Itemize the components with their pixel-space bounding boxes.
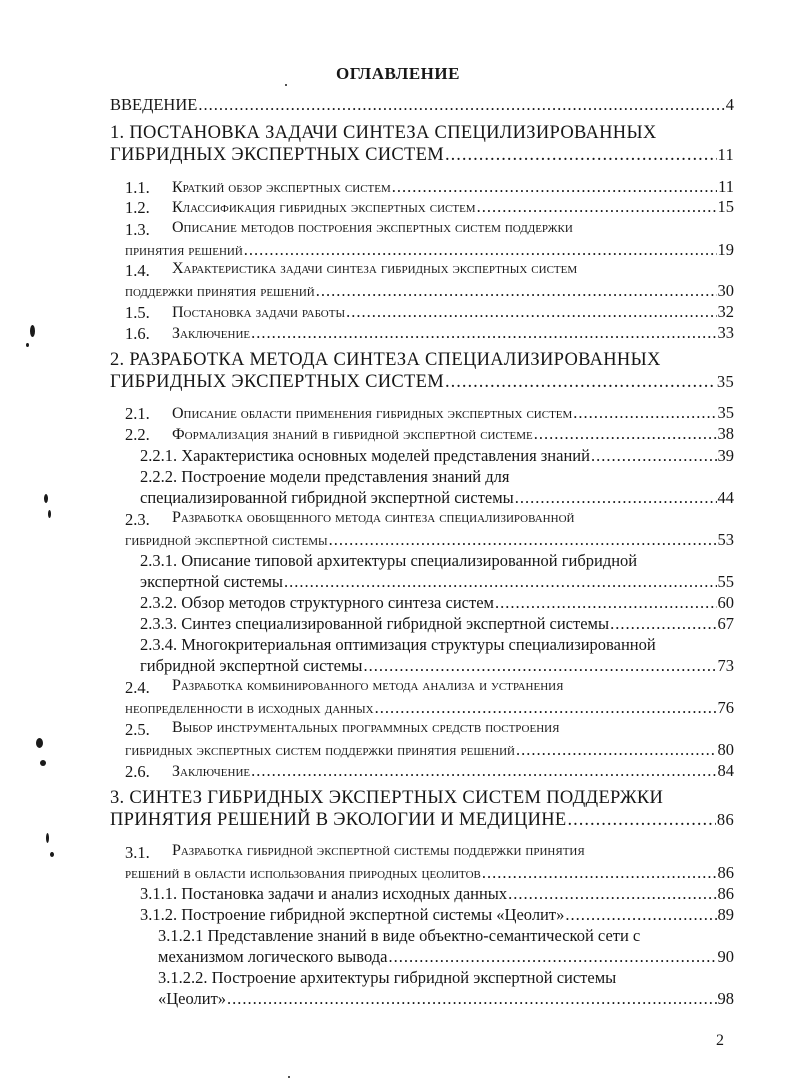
toc-page-number: 60 [717, 593, 734, 612]
toc-entry-title-cont: гибридной экспертной системы [125, 532, 328, 549]
toc-section-number: 2.5. [125, 720, 150, 739]
toc-section-number: 1.3. [125, 220, 150, 239]
page-title: ОГЛАВЛЕНИЕ [336, 64, 460, 83]
toc-entry-title: Разработка обобщенного метода синтеза специализированной [172, 509, 575, 526]
toc-entry-title-cont: специализированной гибридной экспертной системы [140, 488, 514, 507]
toc-page-number: 86 [717, 884, 734, 903]
toc-entry-title-cont: ГИБРИДНЫХ ЭКСПЕРТНЫХ СИСТЕМ [110, 145, 444, 165]
toc-section-number: 3.1. [125, 843, 150, 862]
toc-page-number: 86 [716, 810, 734, 829]
toc-entry-title-cont: ГИБРИДНЫХ ЭКСПЕРТНЫХ СИСТЕМ [110, 372, 444, 392]
toc-page-number: 84 [717, 761, 734, 780]
toc-page-number: 86 [717, 863, 734, 882]
leader-dots [251, 761, 716, 781]
toc-entry-title: Разработка гибридной экспертной системы поддержки принятия [172, 842, 585, 859]
toc-entry-title: 3.1.2. Построение гибридной экспертной системы «Цеолит» [140, 905, 565, 924]
leader-dots [445, 145, 717, 166]
leader-dots [346, 302, 716, 322]
toc-entry-title-cont: поддержки принятия решений [125, 283, 315, 300]
leader-dots [591, 446, 717, 466]
toc-section-number: 1.5. [125, 303, 150, 322]
toc-section-number: 2.2. [125, 425, 150, 444]
leader-dots [534, 424, 717, 444]
toc-entry-title: ВВЕДЕНИЕ [110, 95, 198, 114]
toc-page-number: 19 [717, 240, 734, 259]
leader-dots [482, 863, 717, 883]
toc-entry-title: Заключение [172, 763, 251, 780]
toc-page-number: 89 [717, 905, 734, 924]
leader-dots [375, 698, 717, 718]
toc-section-number: 2.4. [125, 678, 150, 697]
toc-page-number: 11 [718, 177, 734, 196]
toc-entry-title-cont: решений в области использования природных цеолитов [125, 865, 481, 882]
toc-entry-title: Разработка комбинированного метода анализа и устранения [172, 677, 564, 694]
leader-dots [316, 281, 717, 301]
toc-entry-title: 2.3.2. Обзор методов структурного синтеза систем [140, 593, 494, 612]
toc-entry-title: 3. СИНТЕЗ ГИБРИДНЫХ ЭКСПЕРТНЫХ СИСТЕМ ПОДДЕРЖКИ [110, 788, 664, 808]
toc-page-number: 15 [717, 197, 734, 216]
toc-page-number: 32 [717, 302, 734, 321]
toc-entry-title-cont: механизмом логического вывода [158, 947, 388, 966]
toc-section-number: 2.6. [125, 762, 150, 781]
page-number: 2 [716, 1032, 724, 1049]
toc-page-number: 35 [717, 403, 734, 422]
leader-dots [227, 989, 716, 1009]
leader-dots [284, 572, 717, 592]
leader-dots [477, 197, 717, 217]
toc-page-number: 76 [717, 698, 734, 717]
leader-dots [445, 372, 716, 393]
leader-dots [392, 177, 717, 197]
toc-entry-title: Краткий обзор экспертных систем [172, 179, 391, 196]
toc-page-number: 53 [717, 530, 734, 549]
toc-page-number: 98 [717, 989, 734, 1008]
toc-page-number: 4 [725, 95, 734, 114]
toc-section-number: 2.1. [125, 404, 150, 423]
toc-section-number: 2.3. [125, 510, 150, 529]
leader-dots [508, 884, 716, 904]
toc-entry-title: 2.2.1. Характеристика основных моделей представления знаний [140, 446, 590, 465]
toc-entry-title: Заключение [172, 325, 251, 342]
toc-entry-title-cont: принятия решений [125, 242, 243, 259]
toc-page-number: 33 [717, 323, 734, 342]
leader-dots [610, 614, 716, 634]
toc-section-number: 1.2. [125, 198, 150, 217]
toc-entry-title: 3.1.2.1 Представление знаний в виде объектно-семантической сети с [158, 926, 641, 945]
leader-dots [515, 488, 717, 508]
toc-section-number: 1.1. [125, 178, 150, 197]
toc-entry-title: 3.1.2.2. Построение архитектуры гибридной экспертной системы [158, 968, 617, 987]
toc-page-number: 39 [717, 446, 734, 465]
toc-section-number: 1.4. [125, 261, 150, 280]
toc-page-number: 73 [717, 656, 734, 675]
toc-page-number: 55 [717, 572, 734, 591]
toc-page-number: 90 [717, 947, 734, 966]
toc-entry-title: 2.3.4. Многокритериальная оптимизация структуры специализированной [140, 635, 656, 654]
toc-page-number: 80 [717, 740, 734, 759]
toc-entry-title-cont: гибридных экспертных систем поддержки принятия решений [125, 742, 515, 759]
toc-entry-title: 2. РАЗРАБОТКА МЕТОДА СИНТЕЗА СПЕЦИАЛИЗИРОВАННЫХ [110, 350, 661, 370]
toc-entry-title: Характеристика задачи синтеза гибридных экспертных систем [172, 260, 578, 277]
leader-dots [573, 403, 716, 423]
toc-entry-title-cont: неопределенности в исходных данных [125, 700, 374, 717]
toc-page-number: 38 [717, 424, 734, 443]
toc-page-number: 35 [716, 372, 734, 391]
leader-dots [251, 323, 716, 343]
toc-entry-title: Описание методов построения экспертных систем поддержки [172, 219, 573, 236]
toc-entry-title: 2.3.3. Синтез специализированной гибридной экспертной системы [140, 614, 610, 633]
toc-entry-title: Описание области применения гибридных экспертных систем [172, 405, 573, 422]
toc-entry-title: 2.2.2. Построение модели представления знаний для [140, 467, 510, 486]
toc-page-number: 30 [717, 281, 734, 300]
toc-page-number: 67 [717, 614, 734, 633]
leader-dots [329, 530, 717, 550]
leader-dots [198, 95, 724, 115]
leader-dots [516, 740, 717, 760]
toc-entry-title-cont: «Цеолит» [158, 989, 227, 1008]
toc-entry-title: Выбор инструментальных программных средств построения [172, 719, 560, 736]
toc-entry-title-cont: гибридной экспертной системы [140, 656, 363, 675]
toc-entry-title: 1. ПОСТАНОВКА ЗАДАЧИ СИНТЕЗА СПЕЦИЛИЗИРОВАННЫХ [110, 123, 657, 143]
toc-entry-title-cont: экспертной системы [140, 572, 283, 591]
toc-entry-title: Классификация гибридных экспертных систем [172, 199, 476, 216]
leader-dots [568, 810, 716, 831]
toc-entry-title-cont: ПРИНЯТИЯ РЕШЕНИЙ В ЭКОЛОГИИ И МЕДИЦИНЕ [110, 810, 567, 830]
toc-section-number: 1.6. [125, 324, 150, 343]
toc-entry-title: 2.3.1. Описание типовой архитектуры специализированной гибридной [140, 551, 638, 570]
leader-dots [244, 240, 717, 260]
toc-entry-title: Постановка задачи работы [172, 304, 346, 321]
leader-dots [565, 905, 716, 925]
leader-dots [495, 593, 717, 613]
toc-entry-title: Формализация знаний в гибридной экспертной системе [172, 426, 533, 443]
toc-entry-title: 3.1.1. Постановка задачи и анализ исходных данных [140, 884, 508, 903]
toc-page-number: 44 [717, 488, 734, 507]
toc-page-number: 11 [717, 145, 734, 164]
leader-dots [388, 947, 716, 967]
leader-dots [363, 656, 716, 676]
